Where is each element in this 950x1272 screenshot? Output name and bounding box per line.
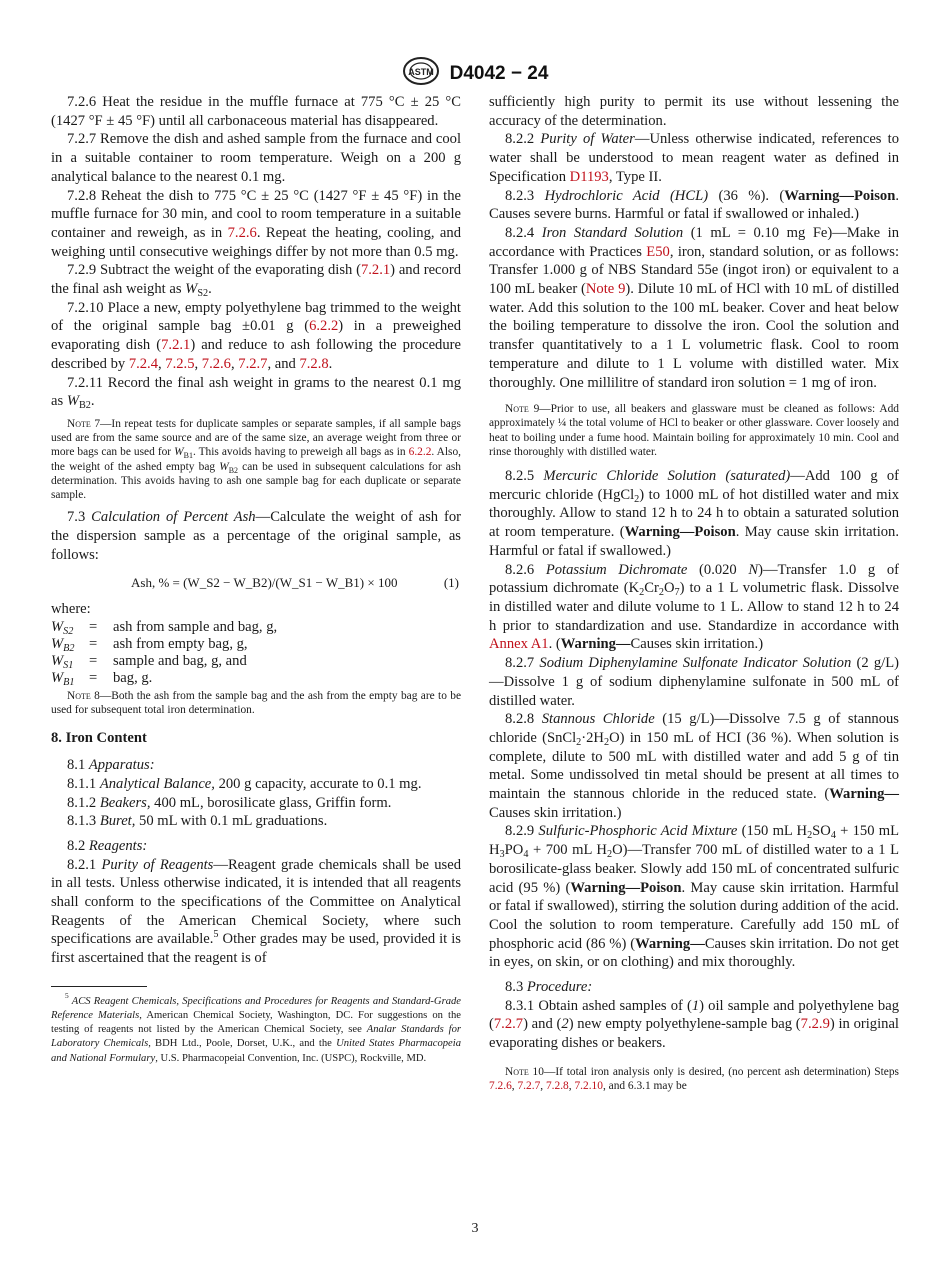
ref-link[interactable]: 7.2.7 — [238, 355, 268, 372]
ref-link[interactable]: 6.2.2 — [309, 318, 339, 335]
paragraph-8-2-5: 8.2.5 Mercuric Chloride Solution (saturated)—Add 100 g of mercuric chloride (HgCl$_2$) to 1000 mL of hot distilled water and mix thoroughly. Allow to stand 12 h to 24 h to obtain a saturated solution at room temperature. (Warning—Poison. May cause skin irritation. Harmful or fatal if swallowed.) — [489, 468, 899, 559]
paragraph-8-1-1: 8.1.1 Analytical Balance, 200 g capacity, accurate to 0.1 mg. — [67, 775, 422, 792]
paragraph-continued: sufficiently high purity to permit its use without lessening the accuracy of the determination. — [489, 94, 899, 129]
footnote-ref[interactable]: 5 — [213, 929, 219, 941]
document-id: D4042 − 24 — [449, 62, 549, 84]
ref-link[interactable]: 6.2.2 — [408, 446, 432, 459]
note-10: Note 10—If total iron analysis only is desired, (no percent ash determination) Steps 7.2.6, 7.2.7, 7.2.8, 7.2.10, and 6.3.1 may be — [489, 1065, 899, 1093]
paragraph-7-2-10: 7.2.10 Place a new, empty polyethylene bag trimmed to the weight of the original sample bag ±0.01 g (6.2.2) in a preweighed evaporating dish (7.2.1) and reduce to ash following the procedure described by 7.2.4, 7.2.5, 7.2.6, 7.2.7, and 7.2.8. — [51, 299, 461, 372]
where-row: $W_{S1}$ = sample and bag, g, and — [51, 652, 247, 671]
ref-link[interactable]: E50 — [646, 243, 670, 260]
page-header — [0, 56, 950, 91]
ref-link[interactable]: 7.2.1 — [161, 337, 191, 354]
ref-link[interactable]: Annex A1 — [489, 636, 549, 653]
svg-text:ASTM: ASTM — [407, 67, 434, 77]
where-row: $W_{B2}$ = ash from empty bag, g, — [51, 635, 248, 654]
right-column — [489, 93, 899, 1099]
ref-link[interactable]: 7.2.9 — [800, 1016, 830, 1033]
paragraph-8-1-2: 8.1.2 Beakers, 400 mL, borosilicate glass, Griffin form. — [67, 794, 392, 811]
where-row: $W_{S2}$ = ash from sample and bag, g, — [51, 618, 278, 637]
paragraph-8-2-1: 8.2.1 Purity of Reagents—Reagent grade chemicals shall be used in all tests. Unless otherwise indicated, it is intended that all reagents shall conform to the specifications of the Committee on Analytical Reagents of the American Chemical Society, where such specifications are available.$^5$ Other grades may be used, provided it is first ascertained that the reagent is of — [51, 856, 461, 967]
ref-link[interactable]: 7.2.7 — [493, 1016, 524, 1033]
ref-link[interactable]: 7.2.5 — [165, 355, 195, 372]
ref-link[interactable]: 7.2.8 — [299, 355, 329, 372]
paragraph-8-2-3: 8.2.3 Hydrochloric Acid (HCL) (36 %). (Warning—Poison. Causes severe burns. Harmful or fatal if swallowed or inhaled.) — [489, 187, 899, 223]
where-row: $W_{B1}$ = bag, g. — [51, 669, 153, 688]
ref-link[interactable]: Note 9 — [585, 281, 626, 298]
ref-link[interactable]: 7.2.1 — [360, 262, 391, 279]
left-column — [51, 93, 461, 1066]
paragraph-7-3: 7.3 Calculation of Percent Ash—Calculate the weight of ash for the dispersion sample as a percentage of the original sample, as follows: — [51, 509, 462, 563]
footnote-5: $^5$ ACS Reagent Chemicals, Specifications and Procedures for Reagents and Standard-Grade Reference Materials, American Chemical Society, Washington, DC. For suggestions on the testing of reagents not listed by the American Chemical Society, see Analar Standards for Laboratory Chemicals, BDH Ltd., Poole, Dorset, U.K., and the United States Pharmacopeia and National Formulary, U.S. Pharmacopeial Convention, Inc. (USPC), Rockville, MD. — [51, 990, 462, 1064]
ref-link[interactable]: 7.2.10 — [574, 1080, 603, 1093]
paragraph-8-1-3: 8.1.3 Buret, 50 mL with 0.1 mL graduations. — [67, 813, 328, 830]
paragraph-7-2-11: 7.2.11 Record the final ash weight in grams to the nearest 0.1 mg as $W_{B2}$. — [51, 374, 461, 412]
equation-1 — [51, 570, 461, 596]
footnote-divider — [51, 986, 147, 987]
paragraph-8-2-2: 8.2.2 Purity of Water—Unless otherwise indicated, references to water shall be understood to mean reagent water as defined in Specification D1193, Type II. — [489, 131, 899, 185]
page-number: 3 — [471, 1221, 479, 1236]
paragraph-7-2-8: 7.2.8 Reheat the dish to 775 °C ± 25 °C (1427 °F ± 45 °F) in the muffle furnace for 30 min, and cool to room temperature in a suitable container and reweigh, as in 7.2.6. Repeat the heating, cooling, and weighing until consecutive weighings differ by not more than 0.5 mg. — [51, 187, 461, 260]
ref-link[interactable]: 7.2.6 — [489, 1080, 512, 1093]
paragraph-8-3: 8.3 Procedure: — [505, 979, 593, 996]
note-8: Note 8—Both the ash from the sample bag and the ash from the empty bag are to be used for subsequent total iron determination. — [51, 689, 462, 717]
note-7: Note 7—In repeat tests for duplicate samples or separate samples, if all sample bags used are from the same source and are of the same size, an average weight from three or more bags can be used for $W_{B1}$. This avoids having to preweigh all bags as in 6.2.2. Also, the weight of the ashed empty bag $W_{B2}$ can be used in subsequent calculations for ash determination. This avoids having to ash one sample bag for each duplicate or separate sample. — [51, 417, 462, 501]
paragraph-8-2-8: 8.2.8 Stannous Chloride (15 g/L)—Dissolve 7.5 g of stannous chloride $(SnCl_2\cdot 2H_2O)$ in 150 mL of HCI (36 %). When solution is complete, dilute to 500 mL with distilled water and add 5 g of tin metal. Some undissolved tin metal should be present at all times to maintain the stannous chloride in the reduced state. (Warning—Causes skin irritation.) — [489, 711, 899, 821]
paragraph-7-2-7: 7.2.7 Remove the dish and ashed sample from the furnace and cool in a suitable container to room temperature. Weigh on a 200 g analytical balance to the nearest 0.1 mg. — [51, 131, 461, 185]
paragraph-8-2-7: 8.2.7 Sodium Diphenylamine Sulfonate Indicator Solution (2 g/L)—Dissolve 1 g of sodium diphenylamine sulfonate in 500 mL of distilled water. — [489, 655, 899, 709]
ref-link[interactable]: D1193 — [569, 168, 609, 185]
ref-link[interactable]: 7.2.6 — [201, 355, 231, 372]
ref-link[interactable]: 7.2.4 — [128, 355, 158, 372]
astm-logo-icon — [402, 56, 440, 91]
paragraph-7-2-6: 7.2.6 Heat the residue in the muffle furnace at 775 °C ± 25 °C (1427 °F ± 45 °F) until all carbonaceous material has disappeared. — [51, 94, 461, 129]
paragraph-8-3-1: 8.3.1 Obtain ashed samples of (1) oil sample and polyethylene bag (7.2.7) and (2) new empty polyethylene-sample bag (7.2.9) in original evaporating dishes or beakers. — [489, 997, 899, 1052]
section-heading-8: 8. Iron Content — [51, 730, 147, 747]
equation-number: (1) — [443, 575, 459, 591]
ref-link[interactable]: 7.2.8 — [545, 1080, 569, 1093]
paragraph-8-2-4: 8.2.4 Iron Standard Solution (1 mL = 0.10 mg Fe)—Make in accordance with Practices E50, iron, standard solution, or as follows: Transfer 1.000 g of NBS Standard 55e (ingot iron) or equivalent to a 100 mL beaker (Note 9). Dilute 10 mL of HCl with 10 mL of distilled water. Add this solution to the 100 mL beaker. Cover and heat below the boiling temperature to dissolve the iron. Cool the solution and transfer quantitatively to a 1 L volumetric flask. Cool to room temperature and dilute to 1 L volume with distilled water. Mix thoroughly. One millilitre of standard iron solution = 1 mg of iron. — [489, 224, 900, 391]
paragraph-8-2-6: 8.2.6 Potassium Dichromate (0.020 N)—Transfer 1.0 g of potassium dichromate $(K_2Cr_2O_7)$ to a 1 L volumetric flask. Dissolve in distilled water and dilute volume to 1 L. Allow to stand 12 h to 24 h prior to standardization and use. Standardize in accordance with Annex A1. (Warning—Causes skin irritation.) — [489, 561, 900, 653]
paragraph-8-2-9: 8.2.9 Sulfuric-Phosphoric Acid Mixture (150 mL $H_2SO_4 + 150$ mL $H_3PO_4 + 700$ mL $H_2O)—Transfer$ 700 mL of distilled water to a 1 L borosilicate-glass beaker. Slowly add 150 mL of concentrated sulfuric acid (95 %) (Warning—Poison. May cause skin irritation. Harmful or fatal if swallowed), stirring the solution during addition of the acid. Cool the solution to room temperature. Carefully add 150 mL of phosphoric acid (86 %) (Warning—Causes skin irritation. Do not get in eyes, on skin, or on clothing) and mix thoroughly. — [489, 823, 900, 971]
where-table — [51, 619, 277, 687]
ref-link[interactable]: 7.2.7 — [517, 1080, 541, 1093]
paragraph-8-2: 8.2 Reagents: — [67, 837, 148, 854]
paragraph-8-1: 8.1 Apparatus: — [67, 757, 155, 774]
where-label: where: — [51, 601, 91, 618]
equation-body: Ash, % = (W_S2 − W_B2)/(W_S1 − W_B1) × 100 — [131, 575, 398, 591]
note-9: Note 9—Prior to use, all beakers and glassware must be cleaned as follows: Add approximately ¼ the total volume of HCl to beaker or other glassware. Cover loosely and heat to boiling under a fume hood. Maintain boiling for approximately 10 min. Cool and rinse thoroughly with distilled water. — [489, 403, 899, 458]
ref-link[interactable]: 7.2.6 — [227, 224, 257, 241]
paragraph-7-2-9: 7.2.9 Subtract the weight of the evaporating dish (7.2.1) and record the final ash weight as $W_{S2}$. — [51, 262, 461, 300]
